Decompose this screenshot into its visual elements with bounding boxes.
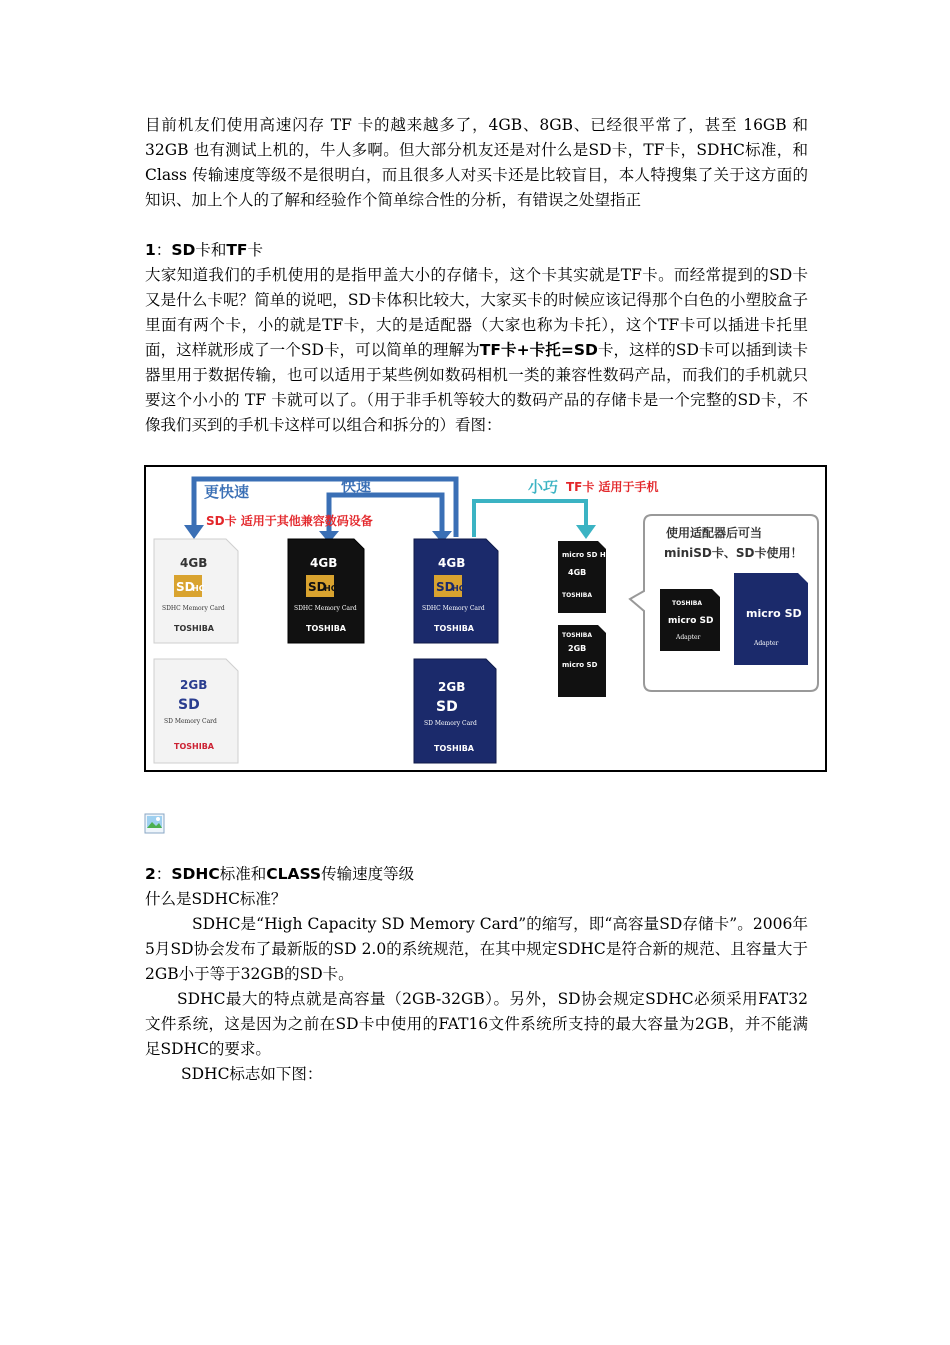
card2-sub: HC — [324, 584, 337, 593]
micro2-foot: micro SD — [562, 661, 598, 669]
broken-image-icon — [144, 813, 165, 834]
section2-paragraph-3: SDHC标志如下图： — [181, 1065, 323, 1083]
card2-name: SDHC Memory Card — [294, 605, 357, 612]
card5-name: SD Memory Card — [424, 720, 477, 727]
card-black-sdhc-4gb — [288, 539, 364, 643]
section2-heading — [145, 862, 808, 887]
label-sd-other: SD卡 适用于其他兼容数码设备 — [206, 514, 373, 528]
section1-formula: TF卡+卡托=SD — [479, 341, 598, 359]
section1-num: 1 — [145, 241, 156, 259]
small-arrow — [474, 501, 586, 537]
card-white-sdhc-4gb — [154, 539, 238, 643]
section2-body — [145, 862, 808, 1087]
adapter1-foot: Adapter — [676, 634, 701, 641]
card-diagram — [146, 467, 825, 770]
adapter-bubble — [630, 515, 818, 691]
adapter1-logo: micro SD — [668, 616, 714, 626]
section1-body-b: 卡，这样的SD卡可以插到读卡器里用于数据传输，也可以适用于某些例如数码相机一类的兼容性数码产品，而我们的手机就只要这个小小的 TF 卡就可以了。（用于非手机等较大的数码产品的存储卡是一个完整的SD卡，不像我们买到的手机卡这样可以组合和拆分的）看图： — [145, 341, 808, 434]
card3-name: SDHC Memory Card — [422, 605, 485, 612]
micro2-brand: TOSHIBA — [562, 632, 592, 639]
section1-body-a: 大家知道我们的手机使用的是指甲盖大小的存储卡，这个卡其实就是TF卡。而经常提到的SD卡又是什么卡呢？简单的说吧，SD卡体积比较大，大家买卡的时候应该记得那个白色的小塑胶盒子里面有两个卡，小的就是TF卡，大的是适配器（大家也称为卡托），这个TF卡可以插进卡托里面，这样就形成了一个SD卡，可以简单的理解为 — [145, 266, 808, 359]
card5-capacity: 2GB — [438, 680, 466, 694]
card4-logo: SD — [178, 697, 200, 713]
micro1-brand: micro SD HC — [562, 551, 611, 559]
section1-title-card: 卡 — [247, 241, 264, 259]
adapter2-brand: micro SD — [746, 607, 802, 620]
card1-capacity: 4GB — [180, 556, 208, 570]
microsd-card-2gb — [558, 625, 606, 697]
small-arrowhead — [576, 525, 596, 539]
document-body — [145, 113, 808, 438]
section2-question: 什么是SDHC标准？ — [145, 890, 287, 908]
card2-capacity: 4GB — [310, 556, 338, 570]
section1-paragraph — [145, 263, 808, 438]
section2-paragraph-1: SDHC是“High Capacity SD Memory Card”的缩写，即“高容量SD存储卡”。2006年5月SD协会发布了最新版的SD 2.0的系统规范，在其中规定SDHC是符合新的规范、且容量大于2GB小于等于32GB的SD卡。 — [145, 915, 808, 983]
card2-logo: SD — [308, 580, 327, 594]
faster-arrowhead — [184, 525, 204, 539]
card3-capacity: 4GB — [438, 556, 466, 570]
label-small: 小巧 — [528, 478, 559, 496]
card4-name: SD Memory Card — [164, 718, 217, 725]
card-navy-sdhc-4gb — [414, 539, 498, 643]
section2-title-class: CLASS — [266, 865, 322, 883]
card3-sub: HC — [452, 584, 465, 593]
section2-title-and: 标准和 — [219, 865, 267, 883]
micro2-capacity: 2GB — [568, 644, 587, 653]
section1-title-tf: TF — [226, 241, 248, 259]
label-fast: 快速 — [341, 477, 372, 495]
card-white-sd-2gb — [154, 659, 238, 763]
card3-logo: SD — [436, 580, 455, 594]
card1-logo: SD — [176, 580, 195, 594]
card3-brand: TOSHIBA — [434, 624, 474, 633]
adapter1-brand: TOSHIBA — [672, 600, 702, 607]
section1-sep: ： — [155, 241, 172, 259]
bubble-line1: 使用适配器后可当 — [666, 526, 763, 540]
label-tf-phone: TF卡 适用于手机 — [566, 480, 659, 494]
card5-logo: SD — [436, 699, 458, 715]
section1-title-sd: SD — [171, 241, 196, 259]
card1-name: SDHC Memory Card — [162, 605, 225, 612]
section2-title-sdhc: SDHC — [171, 865, 220, 883]
microsd-card-4gb — [558, 541, 611, 613]
sd-tf-card-figure — [144, 465, 827, 772]
section1-title-and: 卡和 — [195, 241, 227, 259]
section2-title-speed: 传输速度等级 — [321, 865, 415, 883]
card4-capacity: 2GB — [180, 678, 208, 692]
card5-brand: TOSHIBA — [434, 744, 474, 753]
card1-brand: TOSHIBA — [174, 624, 214, 633]
section2-num: 2 — [145, 865, 156, 883]
intro-paragraph: 目前机友们使用高速闪存 TF 卡的越来越多了，4GB、8GB、已经很平常了，甚至 16GB 和 32GB 也有测试上机的，牛人多啊。但大部分机友还是对什么是SD卡，TF卡，SDHC标准，和 Class 传输速度等级不是很明白，而且很多人对买卡还是比较盲目，本人特搜集了关于这方面的知识、加上个人的了解和经验作个简单综合性的分析，有错误之处望指正 — [145, 116, 808, 209]
card-navy-sd-2gb — [414, 659, 496, 763]
card1-sub: HC — [192, 584, 205, 593]
section2-sep: ： — [155, 865, 172, 883]
bubble-line2: miniSD卡、SD卡使用！ — [664, 546, 803, 560]
label-faster: 更快速 — [204, 483, 250, 501]
card4-brand: TOSHIBA — [174, 742, 214, 751]
card2-brand: TOSHIBA — [306, 624, 346, 633]
micro1-capacity: 4GB — [568, 568, 587, 577]
micro1-foot: TOSHIBA — [562, 592, 592, 599]
section2-paragraph-2: SDHC最大的特点就是高容量（2GB-32GB）。另外，SD协会规定SDHC必须采用FAT32文件系统，这是因为之前在SD卡中使用的FAT16文件系统所支持的最大容量为2GB，并不能满足SDHC的要求。 — [145, 990, 808, 1058]
section1-heading — [145, 238, 808, 263]
adapter2-foot: Adapter — [754, 640, 779, 647]
